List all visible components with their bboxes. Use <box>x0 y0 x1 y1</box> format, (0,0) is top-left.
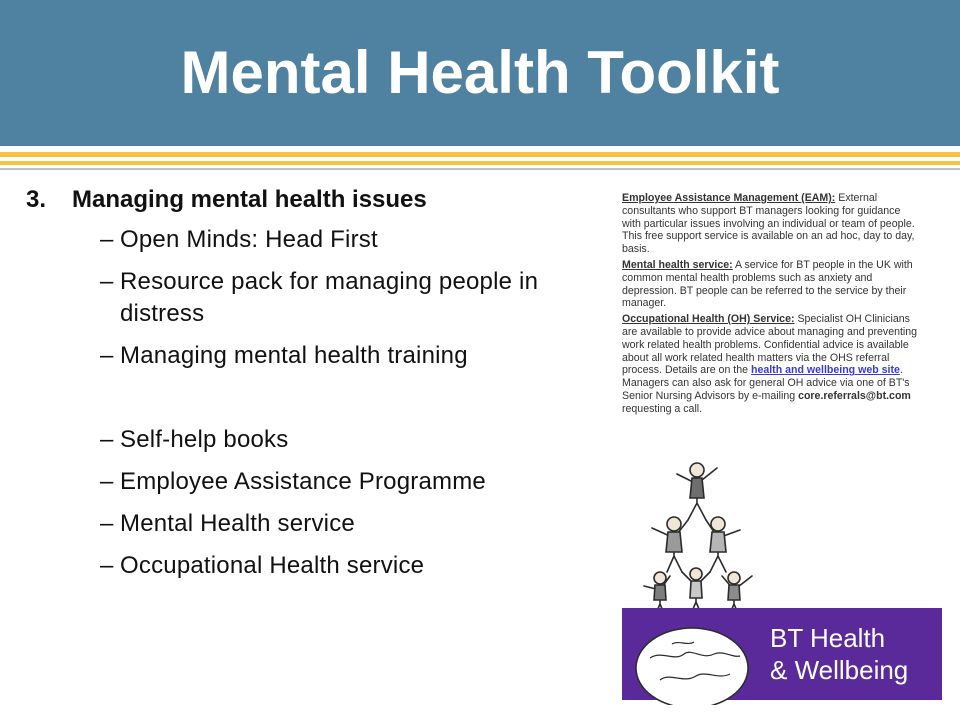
mhs-paragraph <box>622 259 922 310</box>
dash: – <box>100 510 114 537</box>
list-item-text: Employee Assistance Programme <box>120 468 486 495</box>
slide-title: Mental Health Toolkit <box>180 39 780 106</box>
section-number: 3. <box>26 186 47 213</box>
bullet-content <box>26 186 586 592</box>
oh-text-1: Specialist OH Clinicians are available to provide advice about managing and preventing work related health problems. Confidential advice is available about all work related health matters via the OHS referral process. Details are on the <box>622 313 918 377</box>
list-item-text: Self-help books <box>120 426 289 453</box>
oh-text-2: . Managers can also ask for general OH advice via one of BT's Senior Nursing Advisors by e-mailing <box>622 364 910 402</box>
section-heading <box>26 186 586 214</box>
list-item <box>26 508 586 540</box>
list-item <box>26 424 586 456</box>
document-excerpt <box>622 192 922 419</box>
mhs-text: A service for BT people in the UK with common mental health problems such as anxiety and depression. BT people can be referred to the service by their manager. <box>622 258 913 310</box>
spacer <box>26 382 586 424</box>
eam-text: External consultants who support BT managers looking for guidance with particular issues involving an individual or team of people. This free support service is available on an ad hoc, day to day, basis. <box>622 192 915 256</box>
oh-label: Occupational Health (OH) Service: <box>622 313 795 326</box>
oh-paragraph <box>622 313 922 415</box>
globe-icon <box>632 610 752 705</box>
mhs-label: Mental health service: <box>622 258 733 271</box>
dash: – <box>100 226 114 253</box>
logo-line-1: BT Health <box>770 623 886 653</box>
stripe-gray <box>0 168 960 170</box>
list-item <box>26 266 586 330</box>
oh-text-3: requesting a call. <box>622 402 703 415</box>
bt-health-wellbeing-logo-text <box>770 622 908 686</box>
list-item-text: Open Minds: Head First <box>120 226 378 253</box>
eam-paragraph <box>622 192 922 256</box>
section-heading-text: Managing mental health issues <box>72 186 427 213</box>
list-item-text: Managing mental health training <box>120 342 468 369</box>
health-wellbeing-link[interactable]: health and wellbeing web site <box>750 364 900 377</box>
human-pyramid-illustration <box>622 448 952 628</box>
dash: – <box>100 468 114 495</box>
oh-email[interactable]: core.referrals@bt.com <box>798 389 911 402</box>
eam-label: Employee Assistance Management (EAM): <box>622 192 836 204</box>
dash: – <box>100 342 114 369</box>
dash: – <box>100 426 114 453</box>
dash: – <box>100 268 114 295</box>
list-item-text: Resource pack for managing people in distress <box>120 268 539 327</box>
list-item-text: Occupational Health service <box>120 552 425 579</box>
list-item <box>26 466 586 498</box>
list-item <box>26 550 586 582</box>
list-item <box>26 224 586 256</box>
list-item-text: Mental Health service <box>120 510 355 537</box>
logo-line-2: & Wellbeing <box>770 655 909 685</box>
list-item <box>26 340 586 372</box>
dash: – <box>100 552 114 579</box>
